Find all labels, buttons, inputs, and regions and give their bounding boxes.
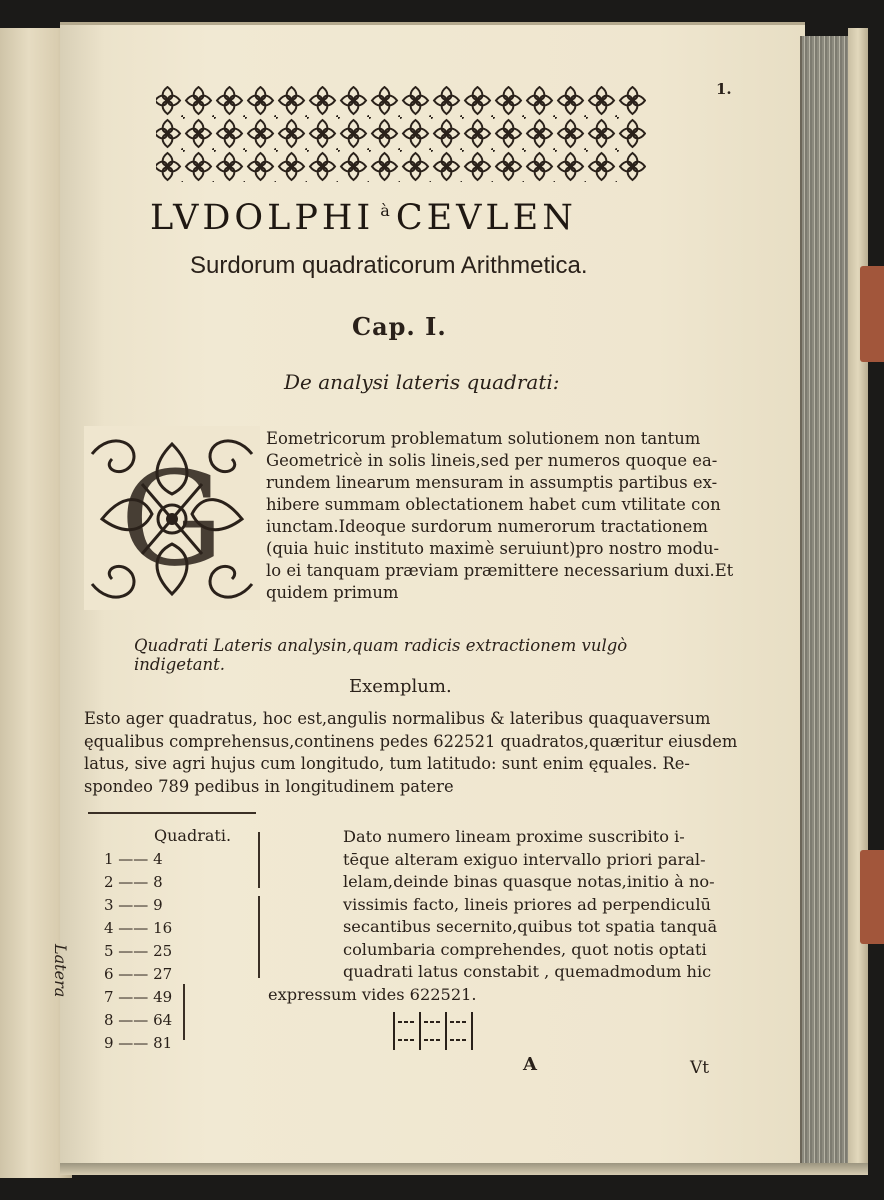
chapter-heading: De analysi lateris quadrati:	[284, 370, 560, 394]
opening-line: iunctam.Ideoque surdorum numerorum tractationem	[266, 517, 708, 536]
table-row: 3 —— 9	[104, 896, 163, 914]
table-row: 2 —— 8	[104, 873, 163, 891]
opening-line: (quia huic instituto maximè seruiunt)pro nostro modu-	[266, 539, 720, 558]
table-divider	[183, 984, 185, 1040]
opening-line: Eometricorum problematum solutionem non tantum	[266, 429, 701, 448]
page-bottom-edge	[60, 1163, 868, 1175]
book-subtitle: Surdorum quadraticorum Arithmetica.	[190, 252, 588, 279]
squares-table-side-label: Latera	[51, 944, 70, 998]
decorated-initial-icon	[82, 424, 262, 612]
example-line: Esto ager quadratus, hoc est,angulis normalibus & lateribus quaquaversum	[84, 709, 711, 728]
method-line: tēque alteram exiguo intervallo priori paral-	[343, 849, 706, 869]
opening-paragraph	[266, 428, 734, 604]
bookmark-tab-top	[860, 266, 884, 362]
opening-line: quidem primum	[266, 583, 399, 602]
opening-line: lo ei tanquam præviam præmittere necessarium duxi.Et	[266, 561, 734, 580]
bookmark-tab-bottom	[860, 850, 884, 944]
signature-mark: A	[523, 1054, 537, 1075]
squares-table	[104, 848, 194, 1055]
table-top-rule	[88, 812, 256, 814]
opening-line: rundem linearum mensuram in assumptis partibus ex-	[266, 473, 718, 492]
table-row: 8 —— 64	[104, 1011, 173, 1029]
section-italic-heading: Quadrati Lateris analysin,quam radicis extractionem vulgò indigetant.	[134, 636, 628, 674]
table-row: 1 —— 4	[104, 850, 163, 868]
opening-line: Geometricè in solis lineis,sed per numeros quoque ea-	[266, 451, 718, 470]
headpiece-ornament-icon	[152, 84, 650, 184]
opening-line: hibere summam oblectationem habet cum vtilitate con	[266, 495, 721, 514]
page-number: 1.	[716, 80, 732, 98]
example-paragraph	[84, 708, 738, 798]
catchword: Vt	[690, 1058, 710, 1078]
digit-grouping-diagram-icon	[390, 1010, 476, 1052]
book-title	[150, 198, 670, 238]
method-line: secantibus secernito,quibus tot spatia tanquā	[343, 917, 718, 936]
book-right-cover	[848, 28, 868, 1174]
example-line: spondeo 789 pedibus in longitudinem patere	[84, 776, 454, 796]
method-line: Dato numero lineam proxime suscribito i-	[343, 827, 685, 846]
example-line: ęqualibus comprehensus,continens pedes 622521 quadratos,quæritur eiusdem	[84, 731, 738, 751]
chapter-label: Cap. I.	[352, 312, 447, 341]
method-line: lelam,deinde binas quasque notas,initio à no-	[343, 872, 715, 891]
page-edge-stack	[800, 36, 852, 1164]
table-row: 7 —— 49	[104, 988, 173, 1006]
table-row: 5 —— 25	[104, 942, 173, 960]
table-row: 4 —— 16	[104, 919, 173, 937]
example-line: latus, sive agri hujus cum longitudo, tum latitudo: sunt enim ęquales. Re-	[84, 754, 690, 773]
squares-table-header: Quadrati.	[154, 826, 232, 845]
initial-letter: G	[120, 443, 224, 595]
exemplum-heading: Exemplum.	[349, 676, 452, 697]
table-divider	[258, 896, 260, 978]
method-paragraph	[343, 826, 723, 984]
method-line: vissimis facto, lineis priores ad perpendiculū	[343, 894, 711, 914]
title-author-first: LVDOLPHI	[150, 198, 375, 238]
method-line: columbaria comprehendes, quot notis optati	[343, 939, 707, 959]
table-row: 9 —— 81	[104, 1034, 173, 1052]
method-last-line: expressum vides 622521.	[268, 985, 477, 1004]
table-row: 6 —— 27	[104, 965, 173, 983]
table-divider	[258, 832, 260, 888]
title-author-last: CEVLEN	[395, 198, 577, 238]
title-a: à	[380, 201, 390, 221]
method-line: quadrati latus constabit , quemadmodum hic	[343, 962, 712, 981]
